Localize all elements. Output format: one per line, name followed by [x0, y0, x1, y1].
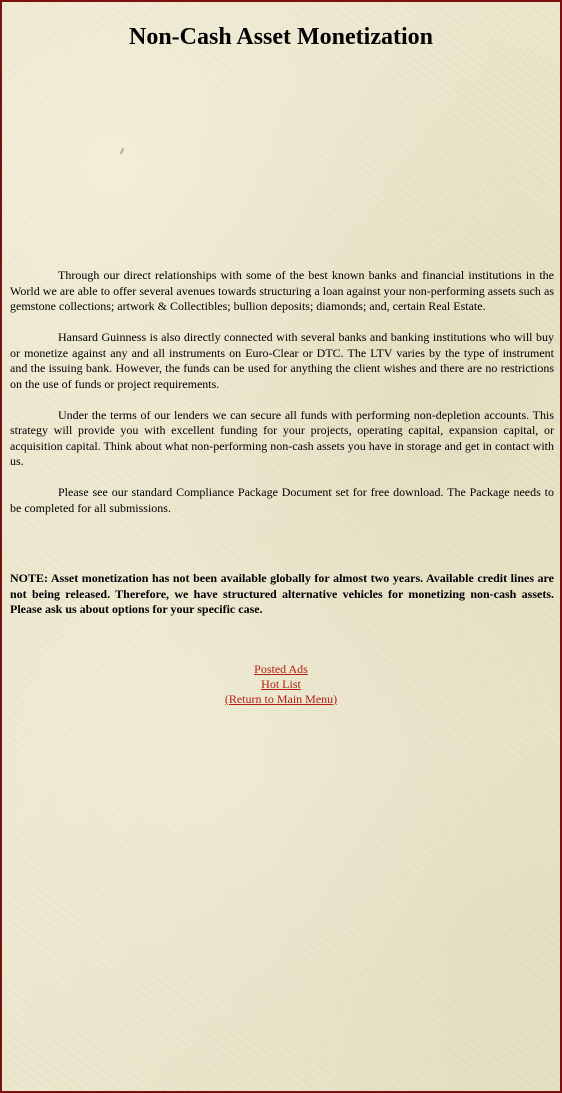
paragraph-hansard-guinness: Hansard Guinness is also directly connected with several banks and banking institutions who will buy or monetize against any and all instruments on Euro-Clear or DTC. The LTV varies by the type of instrument and the issuing bank. However, the funds can be used for anything the client wishes and there are no restrictions on the use of funds or project requirements. [10, 330, 554, 391]
hot-list-link[interactable]: Hot List [261, 677, 301, 691]
paragraph-lender-terms: Under the terms of our lenders we can secure all funds with performing non-depletion accounts. This strategy will provide you with excellent funding for your projects, operating capital, expansion capital, or acquisition capital. Think about what non-performing non-cash assets you have in storage and get in contact with us. [10, 407, 554, 468]
page-title: Non-Cash Asset Monetization [129, 24, 433, 50]
posted-ads-link[interactable]: Posted Ads [254, 662, 308, 676]
background-speck [120, 148, 124, 154]
paragraph-compliance-package: Please see our standard Compliance Package Document set for free download. The Package needs to be completed for all submissions. [10, 485, 554, 515]
paragraph-relationships: Through our direct relationships with some of the best known banks and financial institutions in the World we are able to offer several avenues towards structuring a loan against your non-performing assets such as gemstone collections; artwork & Collectibles; bullion deposits; diamonds; and, certain Real Estate. [10, 268, 554, 313]
main-menu-link[interactable]: (Return to Main Menu) [224, 692, 338, 706]
navigation-links [2, 662, 560, 707]
main-content [10, 268, 554, 532]
note-paragraph: NOTE: Asset monetization has not been available globally for almost two years. Available credit lines are not being released. Therefore, we have structured alternative vehicles for monetizing non-cash assets. Please ask us about options for your specific case. [10, 571, 554, 616]
